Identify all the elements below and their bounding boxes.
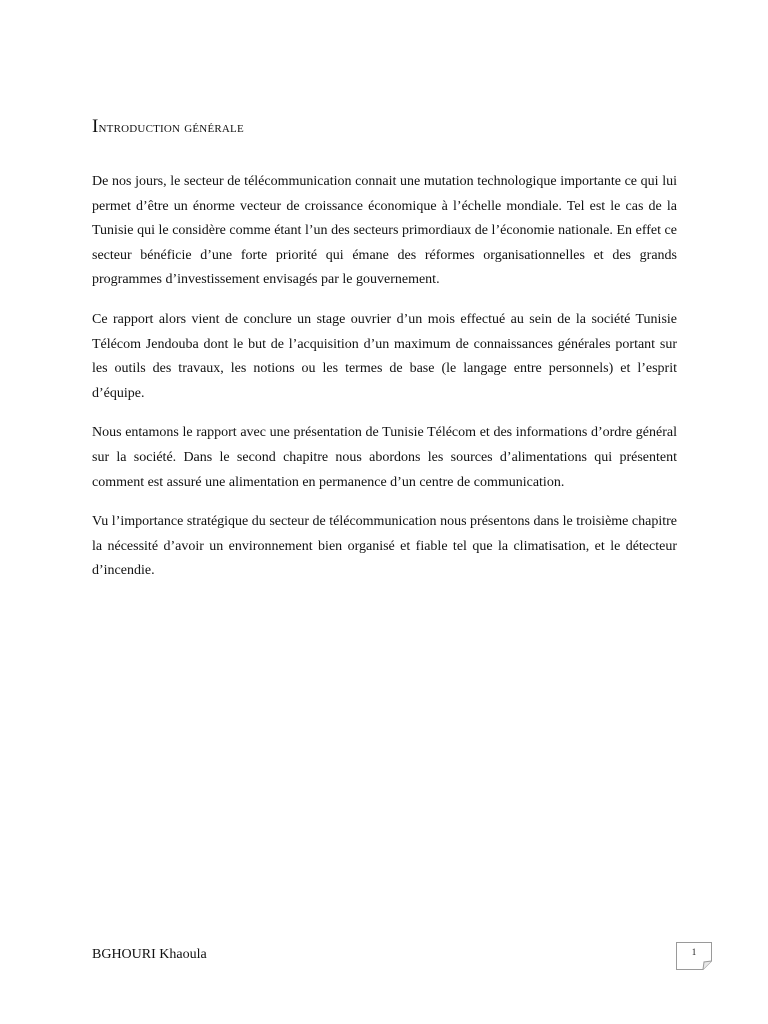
paragraph-2: Ce rapport alors vient de conclure un stage ouvrier d’un mois effectué au sein de la société Tunisie Télécom Jendouba dont le but de l’acquisition d’un maximum de connaissances générales portant sur les outils des travaux, les notions ou les termes de base (le langage entre personnels) et l’esprit d’équipe. <box>92 311 677 401</box>
page-number: 1 <box>691 947 697 957</box>
body-text <box>92 170 677 599</box>
page-number-box <box>676 942 712 970</box>
section-heading <box>92 116 244 138</box>
heading-rest: ntroduction générale <box>98 119 244 136</box>
heading-initial: I <box>92 116 99 137</box>
paragraph-3: Nous entamons le rapport avec une présentation de Tunisie Télécom et des informations d’ordre général sur la société. Dans le second chapitre nous abordons les sources d’alimentations qui présentent comment est assuré une alimentation en permanence d’un centre de communication. <box>92 425 677 490</box>
paragraph-4: Vu l’importance stratégique du secteur de télécommunication nous présentons dans le troisième chapitre la nécessité d’avoir un environnement bien organisé et fiable tel que la climatisation, et le détecteur d’incendie. <box>92 514 677 579</box>
paragraph-1: De nos jours, le secteur de télécommunication connait une mutation technologique importante ce qui lui permet d’être un énorme vecteur de croissance économique à l’échelle mondiale. Tel est le cas de la Tunisie qui le considère comme étant l’un des secteurs primordiaux de l’économie nationale. En effet ce secteur bénéficie d’une forte priorité qui émane des réformes organisationnelles et des grands programmes d’investissement envisagés par le gouvernement. <box>92 174 677 288</box>
footer-author: BGHOURI Khaoula <box>92 947 207 962</box>
